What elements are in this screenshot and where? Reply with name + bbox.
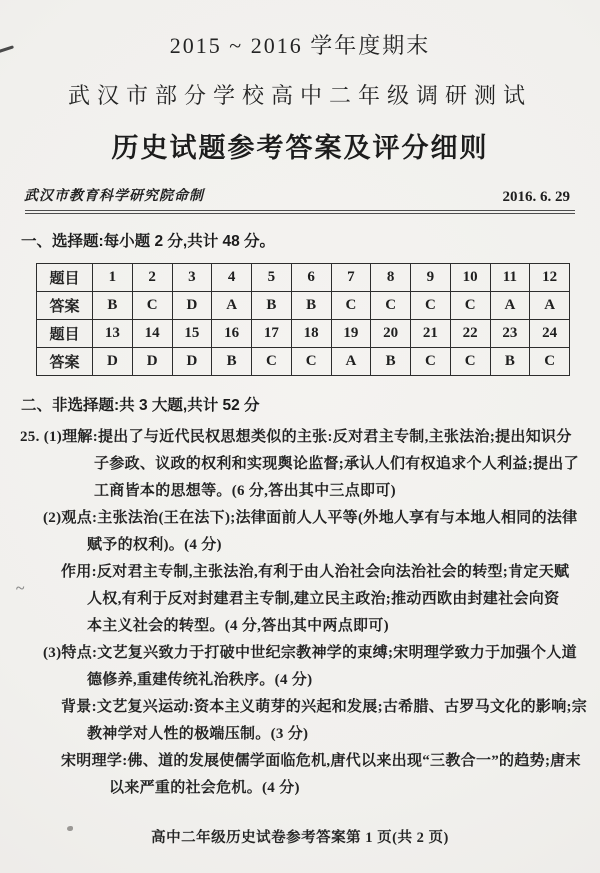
answer-line: (2)观点:主张法治(王在法下);法律面前人人平等(外地人享有与本地人相同的法律 [43, 510, 578, 526]
table-cell: C [291, 348, 331, 376]
answer-table [36, 263, 570, 376]
table-cell: 19 [331, 320, 371, 348]
table-cell: 10 [450, 264, 490, 292]
page-title-school: 武汉市部分学校高中二年级调研测试 [67, 83, 532, 108]
table-cell: B [212, 348, 252, 376]
table-cell: D [132, 348, 172, 376]
table-cell: A [490, 292, 530, 320]
answer-line: 宋明理学:佛、道的发展使儒学面临危机,唐代以来出现“三教合一”的趋势;唐末 [61, 753, 581, 769]
page-title-year: 2015 ~ 2016 学年度期末 [169, 33, 431, 58]
table-cell: 11 [490, 264, 530, 292]
section-1-heading: 一、选择题:每小题 2 分,共计 48 分。 [21, 233, 276, 250]
table-cell: 23 [490, 320, 530, 348]
answer-line: 人权,有利于反对封建君主专制,建立民主政治;推动西欧由封建社会向资 [87, 591, 560, 607]
section-2-heading: 二、非选择题:共 3 大题,共计 52 分 [21, 397, 260, 414]
row-header-cell: 答案 [37, 348, 93, 376]
answer-line: 以来严重的社会危机。(4 分) [109, 780, 300, 796]
table-cell: 6 [291, 264, 331, 292]
table-cell: A [212, 292, 252, 320]
table-cell: B [93, 292, 133, 320]
answer-line: 背景:文艺复兴运动:资本主义萌芽的兴起和发展;古希腊、古罗马文化的影响;宗 [61, 699, 588, 715]
table-cell: D [172, 292, 212, 320]
table-row [37, 292, 570, 320]
answer-line: (3)特点:文艺复兴致力于打破中世纪宗教神学的束缚;宋明理学致力于加强个人道 [43, 645, 577, 661]
table-cell: 24 [530, 320, 570, 348]
divider-double-rule [25, 210, 575, 214]
table-cell: A [331, 348, 371, 376]
table-cell: 18 [291, 320, 331, 348]
row-header-cell: 题目 [37, 320, 93, 348]
table-cell: B [252, 292, 292, 320]
table-row [37, 348, 570, 376]
row-header-cell: 题目 [37, 264, 93, 292]
table-cell: C [331, 292, 371, 320]
table-cell: C [530, 348, 570, 376]
table-cell: 9 [411, 264, 451, 292]
table-cell: C [411, 292, 451, 320]
table-cell: 2 [132, 264, 172, 292]
table-cell: C [411, 348, 451, 376]
answer-line: 子参政、议政的权利和实现舆论监督;承认人们有权追求个人利益;提出了 [94, 456, 579, 472]
page-title-document: 历史试题参考答案及评分细则 [111, 133, 489, 163]
table-cell: 1 [93, 264, 133, 292]
answer-line: 作用:反对君主专制,主张法治,有利于由人治社会向法治社会的转型;肯定天赋 [61, 564, 570, 580]
table-cell: A [530, 292, 570, 320]
info-row [24, 188, 570, 206]
table-cell: 5 [252, 264, 292, 292]
table-cell: 13 [93, 320, 133, 348]
table-cell: B [291, 292, 331, 320]
row-header-cell: 答案 [37, 292, 93, 320]
scan-artifact-tilde: ~ [16, 580, 25, 597]
table-cell: C [132, 292, 172, 320]
table-cell: 12 [530, 264, 570, 292]
table-cell: 14 [132, 320, 172, 348]
table-cell: B [371, 348, 411, 376]
table-cell: D [93, 348, 133, 376]
table-cell: 4 [212, 264, 252, 292]
answer-line: 教神学对人性的极端压制。(3 分) [87, 726, 309, 742]
answer-line: 德修养,重建传统礼治秩序。(4 分) [87, 672, 313, 688]
question-25 [0, 424, 600, 802]
answer-line: 本主义社会的转型。(4 分,答出其中两点即可) [87, 618, 389, 634]
table-cell: 8 [371, 264, 411, 292]
table-cell: 21 [411, 320, 451, 348]
table-row [37, 264, 570, 292]
answer-line: 赋予的权利)。(4 分) [87, 537, 222, 553]
table-cell: C [450, 348, 490, 376]
table-cell: 17 [252, 320, 292, 348]
table-cell: 15 [172, 320, 212, 348]
table-cell: C [450, 292, 490, 320]
table-row [37, 320, 570, 348]
table-cell: 16 [212, 320, 252, 348]
table-cell: 3 [172, 264, 212, 292]
issuer-label: 武汉市教育科学研究院命制 [24, 189, 204, 204]
table-cell: C [252, 348, 292, 376]
date-label: 2016. 6. 29 [502, 189, 570, 205]
table-cell: D [172, 348, 212, 376]
table-cell: 20 [371, 320, 411, 348]
table-cell: 22 [450, 320, 490, 348]
table-cell: B [490, 348, 530, 376]
table-cell: C [371, 292, 411, 320]
table-cell: 7 [331, 264, 371, 292]
answer-line: 工商皆本的思想等。(6 分,答出其中三点即可) [94, 483, 396, 499]
answer-line: 25. (1)理解:提出了与近代民权思想类似的主张:反对君主专制,主张法治;提出知识分 [20, 429, 572, 445]
answer-table-body [37, 264, 570, 376]
page-footer: 高中二年级历史试卷参考答案第 1 页(共 2 页) [151, 830, 449, 846]
